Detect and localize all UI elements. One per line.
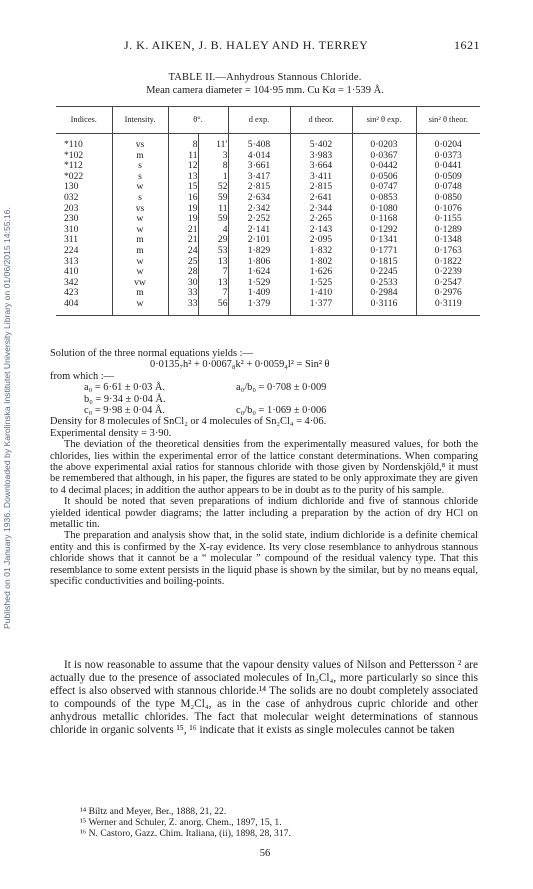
paragraph-conclusion: The preparation and analysis show that, in the solid state, indium dichloride is a definite chemical entity and this is confirmed by the X-ray evidence. Its very close resemblance to anhydrous stannous chloride shows that it cannot be a “ molecular ” compound of the residual valency type. That this resemblance to some extent persists in the liquid phase is shown by the similar, but by no means equal, specific conductivities and boiling-points. (50, 530, 478, 588)
cell-theta-deg: 13 (168, 172, 198, 183)
cell-sin2-exp: 0·1168 (352, 214, 416, 225)
table-row (56, 193, 480, 204)
table-row (56, 134, 480, 151)
cell-theta-min: 11′ (198, 134, 228, 151)
cell-indices: 032 (56, 193, 112, 204)
cell-theta-min: 4 (198, 225, 228, 236)
cell-d-theor: 3·411 (290, 172, 352, 183)
cell-d-theor: 1·626 (290, 267, 352, 278)
cell-sin2-exp: 0·3116 (352, 299, 416, 315)
cell-theta-min: 56 (198, 299, 228, 315)
download-watermark: Published on 01 January 1936. Downloaded by Karolinska Institutet University Library on 01/06/2015 14:55:16. (2, 207, 12, 629)
header-sin2-theor: sin² θ theor. (416, 107, 480, 134)
experimental-density: Experimental density = 3·90. (50, 427, 172, 439)
cell-theta-deg: 21 (168, 225, 198, 236)
theoretical-density: Density for 8 molecules of SnCl₂ or 4 molecules of Sn₂Cl₄ = 4·06. (50, 416, 327, 428)
cell-intensity: s (112, 161, 168, 172)
cell-theta-deg: 8 (168, 134, 198, 151)
cell-sin2-exp: 0·0853 (352, 193, 416, 204)
cell-sin2-exp: 0·1771 (352, 246, 416, 257)
cell-sin2-theor: 0·2547 (434, 276, 462, 288)
header-intensity: Intensity. (112, 107, 168, 134)
cell-d-theor: 2·143 (290, 225, 352, 236)
cell-sin2-theor: 0·0441 (434, 160, 462, 172)
footnotes (80, 806, 480, 839)
cell-d-theor: 2·095 (290, 235, 352, 246)
cell-theta-min: 11 (198, 204, 228, 215)
cell-d-exp: 2·101 (228, 235, 290, 246)
paragraph-deviation: The deviation of the theoretical densities from the experimentally measured values, for both the chlorides, lies within the experimental error of the lattice constant determinations. When comparing the above experimental axial ratios for stannous chloride with those given by Nordenskjöld,⁸ it must be remembered that although, in his paper, the figures are stated to be only approximate they are given to 4 decimal places; in addition the author appears to be in doubt as to the purity of his sample. (50, 439, 478, 496)
cell-sin2-exp: 0·0442 (352, 161, 416, 172)
cell-d-exp: 1·379 (228, 299, 290, 315)
param-c0: c₀ = 9·98 ± 0·04 Å. (84, 405, 165, 416)
cell-theta-deg: 24 (168, 246, 198, 257)
cell-d-theor: 2·344 (290, 204, 352, 215)
cell-theta-deg: 11 (168, 151, 198, 162)
cell-theta-deg: 16 (168, 193, 198, 204)
cell-d-theor: 5·402 (290, 134, 352, 151)
cell-sin2-exp: 0·1815 (352, 257, 416, 268)
cell-d-exp: 5·408 (228, 134, 290, 151)
cell-theta-deg: 33 (168, 299, 198, 315)
paragraph-preparations: It should be noted that seven preparations of indium dichloride and five of stannous chloride yielded identical powder diagrams; the latter including a preparation by the action of dry HCl on metallic tin. (50, 496, 478, 531)
footnote: ¹⁶ N. Castoro, Gazz. Chim. Italiana, (ii), 1898, 28, 317. (80, 828, 291, 839)
cell-sin2-theor: 0·0373 (434, 149, 462, 161)
cell-theta-min: 59 (198, 193, 228, 204)
cell-sin2-exp: 0·2245 (352, 267, 416, 278)
cell-theta-min: 53 (198, 246, 228, 257)
cell-intensity: w (112, 182, 168, 193)
table-title: TABLE II.—Anhydrous Stannous Chloride. (168, 72, 362, 83)
header-d-exp: d exp. (228, 107, 290, 134)
cell-sin2-theor: 0·0509 (434, 170, 462, 182)
cell-indices: *022 (56, 172, 112, 183)
diffraction-table (56, 106, 480, 316)
cell-indices: *112 (56, 161, 112, 172)
table-subtitle: Mean camera diameter = 104·95 mm. Cu Kα = 1·539 Å. (146, 85, 384, 96)
cell-d-exp: 1·529 (228, 278, 290, 289)
cell-theta-deg: 33 (168, 288, 198, 299)
body-text (50, 348, 478, 587)
cell-intensity: vs (112, 134, 168, 151)
solution-intro: Solution of the three normal equations yields :— (50, 348, 253, 359)
footnote: ¹⁴ Biltz and Meyer, Ber., 1888, 21, 22. (80, 806, 227, 817)
cell-theta-min: 13 (198, 257, 228, 268)
cell-intensity: w (112, 225, 168, 236)
cell-theta-min: 3 (198, 151, 228, 162)
cell-d-exp: 2·141 (228, 225, 290, 236)
cell-indices: 342 (56, 278, 112, 289)
cell-intensity: m (112, 246, 168, 257)
cell-intensity: vw (112, 278, 168, 289)
cell-theta-min: 7 (198, 267, 228, 278)
cell-intensity: m (112, 235, 168, 246)
cell-theta-deg: 19 (168, 214, 198, 225)
cell-sin2-theor: 0·0204 (434, 139, 462, 150)
cell-indices: 423 (56, 288, 112, 299)
running-header (50, 38, 480, 54)
table-row (56, 299, 480, 315)
param-a0: a₀ = 6·61 ± 0·03 Å. (84, 382, 165, 394)
cell-theta-deg: 28 (168, 267, 198, 278)
cell-intensity: s (112, 193, 168, 204)
cell-theta-deg: 21 (168, 235, 198, 246)
cell-indices: 230 (56, 214, 112, 225)
cell-sin2-exp: 0·0747 (352, 182, 416, 193)
cell-d-theor: 1·377 (290, 299, 352, 315)
cell-theta-min: 29 (198, 235, 228, 246)
cell-sin2-theor: 0·2976 (434, 287, 462, 299)
from-which: from which :— (50, 370, 115, 382)
ratio-c0-b0: c₀/b₀ = 1·069 ± 0·006 (236, 405, 327, 416)
cell-d-exp: 3·417 (228, 172, 290, 183)
cell-indices: 203 (56, 204, 112, 215)
table-row (56, 246, 480, 257)
cell-sin2-theor: 0·3119 (434, 297, 462, 309)
cell-sin2-exp: 0·0367 (352, 151, 416, 162)
header-authors: J. K. AIKEN, J. B. HALEY AND H. TERREY (124, 38, 369, 52)
cell-theta-min: 13 (198, 278, 228, 289)
cell-intensity: w (112, 299, 168, 315)
cell-indices: 313 (56, 257, 112, 268)
header-sin2-exp: sin² θ exp. (352, 107, 416, 134)
cell-intensity: vs (112, 204, 168, 215)
cell-sin2-theor: 0·1289 (434, 223, 462, 235)
cell-indices: 310 (56, 225, 112, 236)
table-header-row (56, 107, 480, 134)
cell-intensity: s (112, 172, 168, 183)
cell-theta-deg: 25 (168, 257, 198, 268)
cell-d-exp: 3·661 (228, 161, 290, 172)
normal-equation: 0·0135₇h² + 0·0067₈k² + 0·0059₄l² = Sin² θ (150, 359, 330, 371)
cell-sin2-exp: 0·2533 (352, 278, 416, 289)
cell-d-theor: 1·410 (290, 288, 352, 299)
cell-d-theor: 2·641 (290, 193, 352, 204)
cell-sin2-theor: 0·1076 (434, 202, 462, 214)
cell-d-exp: 2·634 (228, 193, 290, 204)
cell-d-exp: 1·624 (228, 267, 290, 278)
cell-d-theor: 3·983 (290, 151, 352, 162)
cell-d-exp: 2·342 (228, 204, 290, 215)
cell-sin2-theor: 0·2239 (434, 266, 462, 278)
cell-sin2-exp: 0·1292 (352, 225, 416, 236)
cell-theta-min: 8 (198, 161, 228, 172)
cell-theta-deg: 15 (168, 182, 198, 193)
footer-page-number: 56 (259, 848, 271, 859)
cell-d-exp: 2·252 (228, 214, 290, 225)
header-d-theor: d theor. (290, 107, 352, 134)
cell-intensity: w (112, 257, 168, 268)
cell-d-exp: 1·829 (228, 246, 290, 257)
cell-d-theor: 1·525 (290, 278, 352, 289)
header-theta: θ°. (168, 107, 228, 134)
cell-theta-min: 59 (198, 214, 228, 225)
header-page-number: 1621 (454, 38, 480, 52)
cell-sin2-theor: 0·1348 (434, 234, 462, 246)
param-row (50, 382, 478, 393)
cell-d-theor: 1·802 (290, 257, 352, 268)
cell-sin2-theor: 0·1155 (434, 213, 462, 225)
footnote: ¹⁵ Werner and Schuler, Z. anorg. Chem., 1897, 15, 1. (80, 817, 282, 828)
cell-theta-deg: 19 (168, 204, 198, 215)
header-indices: Indices. (56, 107, 112, 134)
ratio-a0-b0: a₀/b₀ = 0·708 ± 0·009 (236, 382, 327, 394)
cell-sin2-exp: 0·1080 (352, 204, 416, 215)
param-row (50, 394, 478, 405)
cell-theta-deg: 12 (168, 161, 198, 172)
cell-indices: 224 (56, 246, 112, 257)
cell-sin2-exp: 0·0203 (352, 134, 416, 151)
cell-intensity: w (112, 214, 168, 225)
cell-d-theor: 2·265 (290, 214, 352, 225)
cell-theta-min: 7 (198, 288, 228, 299)
cell-d-exp: 2·815 (228, 182, 290, 193)
cell-sin2-exp: 0·2984 (352, 288, 416, 299)
cell-indices: 404 (56, 299, 112, 315)
cell-d-exp: 1·409 (228, 288, 290, 299)
cell-intensity: m (112, 151, 168, 162)
cell-d-theor: 1·832 (290, 246, 352, 257)
cell-d-exp: 4·014 (228, 151, 290, 162)
cell-theta-deg: 30 (168, 278, 198, 289)
cell-sin2-exp: 0·1341 (352, 235, 416, 246)
cell-theta-min: 52 (198, 182, 228, 193)
cell-d-theor: 2·815 (290, 182, 352, 193)
cell-indices: 311 (56, 235, 112, 246)
cell-sin2-exp: 0·0506 (352, 172, 416, 183)
param-b0: b₀ = 9·34 ± 0·04 Å. (84, 393, 166, 405)
cell-sin2-theor: 0·0850 (434, 191, 462, 203)
cell-d-exp: 1·806 (228, 257, 290, 268)
cell-intensity: w (112, 267, 168, 278)
cell-d-theor: 3·664 (290, 161, 352, 172)
cell-sin2-theor: 0·1822 (434, 255, 462, 267)
cell-sin2-theor: 0·0748 (434, 181, 462, 193)
paragraph-vapour-density: It is now reasonable to assume that the vapour density values of Nilson and Pettersson ² are actually due to the presence of associated molecules of In₂Cl₄, more particularly so since this effect is also observed with stannous chloride.¹⁴ The solids are no doubt completely associated to compounds of the type M₂Cl₄, as in the case of anhydrous cupric chloride and other anhydrous metallic chlorides. The fact that molecular weight determinations of stannous chloride in organic solvents ¹⁵, ¹⁶ indicate that it exists as single molecules cannot be taken (50, 659, 478, 736)
cell-indices: 130 (56, 182, 112, 193)
param-row (50, 405, 478, 416)
cell-indices: 410 (56, 267, 112, 278)
cell-theta-min: 1 (198, 172, 228, 183)
cell-indices: *102 (56, 151, 112, 162)
cell-indices: *110 (56, 134, 112, 151)
cell-sin2-theor: 0·1763 (434, 244, 462, 256)
cell-intensity: m (112, 288, 168, 299)
